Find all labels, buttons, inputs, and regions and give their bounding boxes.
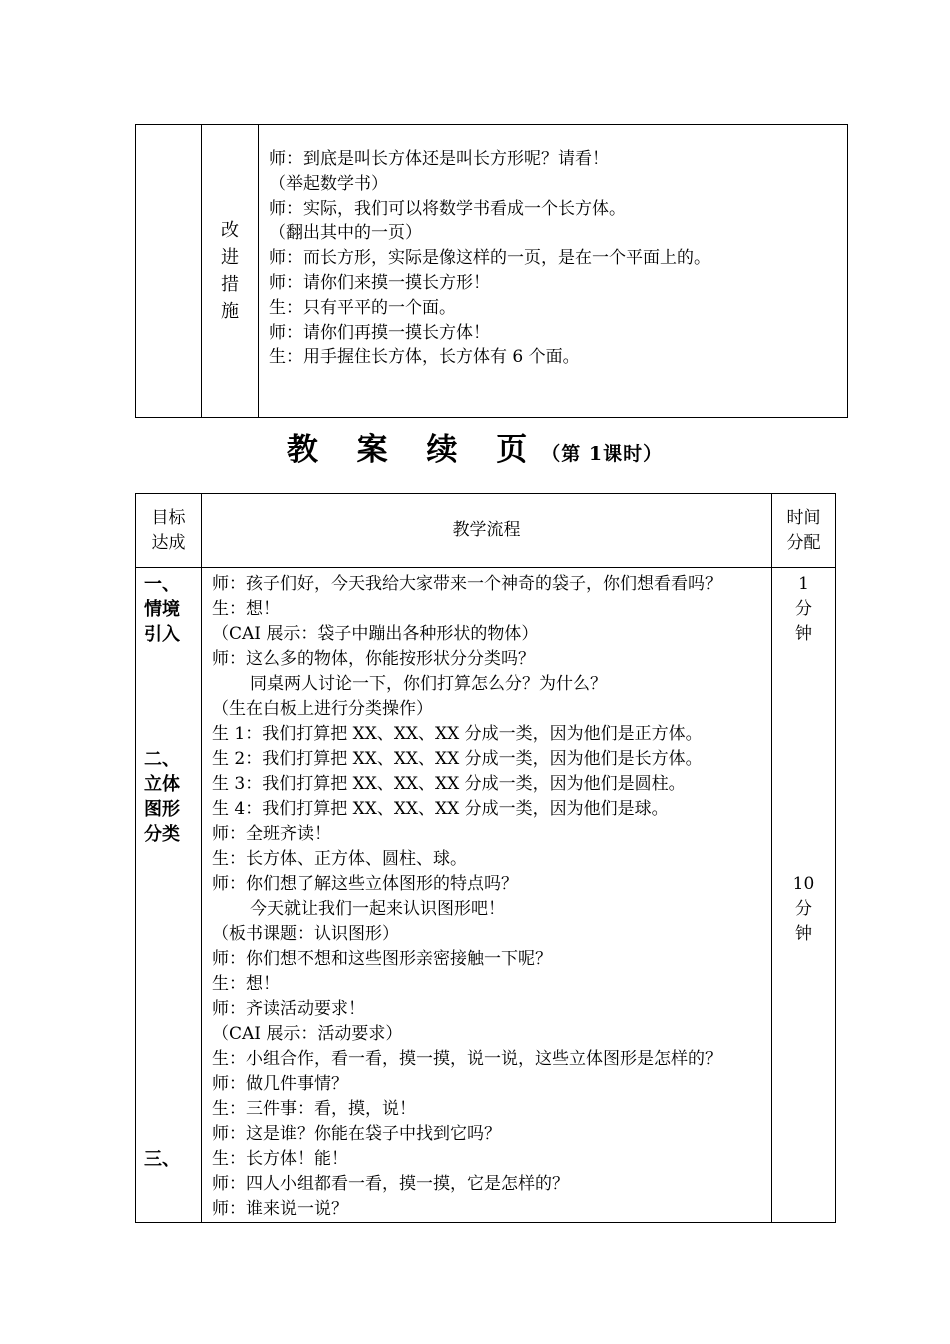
text-line: 师：而长方形，实际是像这样的一页，是在一个平面上的。 — [269, 248, 711, 269]
flow-line: 师：谁来说一说？ — [212, 1199, 348, 1219]
flow-line: 师：齐读活动要求！ — [212, 999, 365, 1019]
time-cell — [772, 568, 836, 1223]
header-goal: 目标 达成 — [136, 494, 202, 568]
blank-cell — [136, 125, 202, 418]
text-line: （翻出其中的一页） — [269, 223, 422, 244]
flow-line: 同桌两人讨论一下，你们打算怎么分？为什么？ — [250, 674, 607, 694]
flow-line: 师：你们想不想和这些图形亲密接触一下呢？ — [212, 949, 552, 969]
flow-line: 生：想！ — [212, 974, 280, 994]
flow-line: 师：孩子们好，今天我给大家带来一个神奇的袋子，你们想看看吗？ — [212, 574, 722, 594]
goal-3: 三、 — [144, 1149, 180, 1170]
header-flow: 教学流程 — [202, 494, 772, 568]
flow-line: （CAI 展示：活动要求） — [212, 1024, 403, 1044]
flow-line: 师：做几件事情？ — [212, 1074, 348, 1094]
page-heading — [0, 424, 950, 469]
flow-line: 生：小组合作，看一看，摸一摸，说一说，这些立体图形是怎样的？ — [212, 1049, 722, 1069]
header-time: 时间 分配 — [772, 494, 836, 568]
goal-2: 二、 立体 图形 分类 — [144, 749, 180, 845]
heading-title: 教 案 续 页 — [286, 432, 542, 468]
flow-line: 生：长方体、正方体、圆柱、球。 — [212, 849, 467, 869]
text-line: 生：用手握住长方体，长方体有 6 个面。 — [269, 347, 580, 368]
flow-line: 生 2：我们打算把 XX、XX、XX 分成一类，因为他们是长方体。 — [212, 749, 703, 769]
time-1: 1 分 钟 — [795, 574, 812, 644]
flow-line: 生 1：我们打算把 XX、XX、XX 分成一类，因为他们是正方体。 — [212, 724, 703, 744]
text-line: 师：实际，我们可以将数学书看成一个长方体。 — [269, 198, 626, 219]
text-line: 生：只有平平的一个面。 — [269, 297, 456, 318]
flow-cell — [202, 568, 772, 1223]
goal-1: 一、 情境 引入 — [144, 574, 180, 645]
flow-line: （板书课题：认识图形） — [212, 924, 399, 944]
time-2: 10 分 钟 — [792, 874, 815, 944]
heading-subtitle: （第 1课时） — [541, 443, 664, 465]
flow-line: 师：全班齐读！ — [212, 824, 331, 844]
text-line: 师：到底是叫长方体还是叫长方形呢？请看！ — [269, 149, 609, 169]
flow-line: 师：你们想了解这些立体图形的特点吗？ — [212, 874, 518, 894]
lesson-table — [135, 493, 836, 1223]
flow-line: （CAI 展示：袋子中蹦出各种形状的物体） — [212, 624, 539, 644]
improvement-content — [259, 125, 848, 418]
flow-line: 今天就让我们一起来认识图形吧！ — [250, 899, 505, 919]
goals-cell — [136, 568, 202, 1223]
flow-line: 生：想！ — [212, 599, 280, 619]
improvement-table — [135, 124, 848, 418]
text-line: （举起数学书） — [269, 173, 388, 194]
flow-line: 生：三件事：看，摸，说！ — [212, 1099, 416, 1119]
flow-line: 生 3：我们打算把 XX、XX、XX 分成一类，因为他们是圆柱。 — [212, 774, 686, 794]
flow-line: （生在白板上进行分类操作） — [212, 699, 433, 719]
text-line: 师：请你们再摸一摸长方体！ — [269, 322, 490, 343]
improvement-label: 改 进 措 施 — [202, 125, 259, 418]
flow-line: 师：四人小组都看一看，摸一摸，它是怎样的？ — [212, 1174, 569, 1194]
flow-line: 师：这是谁？你能在袋子中找到它吗？ — [212, 1124, 501, 1144]
text-line: 师：请你们来摸一摸长方形！ — [269, 272, 490, 293]
flow-line: 师：这么多的物体，你能按形状分分类吗？ — [212, 649, 535, 669]
flow-line: 生：长方体！能！ — [212, 1149, 348, 1169]
flow-line: 生 4：我们打算把 XX、XX、XX 分成一类，因为他们是球。 — [212, 799, 669, 819]
